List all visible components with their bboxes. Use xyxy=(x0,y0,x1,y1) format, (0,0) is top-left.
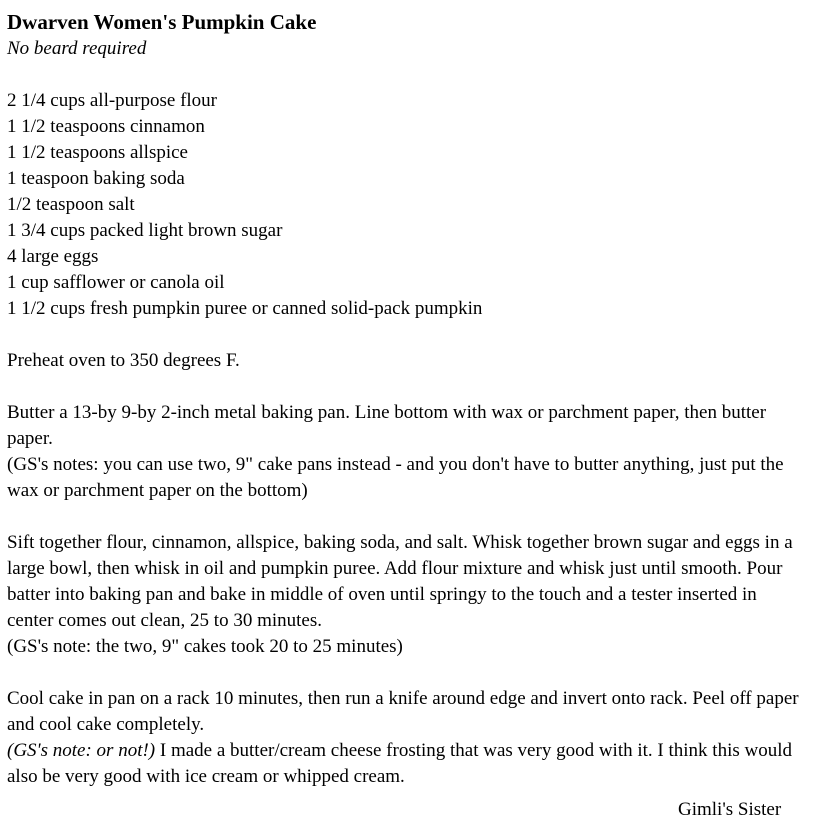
step-cool-note-italic: (GS's note: or not!) xyxy=(7,740,156,761)
step-prepare-pan-note: (GS's notes: you can use two, 9" cake pans instead - and you don't have to butter anything, just put the wax or parchment paper on the bottom) xyxy=(7,454,784,501)
ingredient-item: 1 teaspoon baking soda xyxy=(7,168,185,189)
step-cool-note-text: I made a butter/cream cheese frosting that was very good with it. I think this would also be very good with ice cream or whipped cream. xyxy=(7,740,792,787)
recipe-title: Dwarven Women's Pumpkin Cake xyxy=(7,10,317,34)
step-preheat: Preheat oven to 350 degrees F. xyxy=(7,350,240,371)
ingredient-item: 1 3/4 cups packed light brown sugar xyxy=(7,220,283,241)
ingredient-item: 4 large eggs xyxy=(7,246,99,267)
step-mix-and-bake: Sift together flour, cinnamon, allspice, baking soda, and salt. Whisk together brown sugar and eggs in a large bowl, then whisk in oil and pumpkin puree. Add flour mixture and whisk just until smooth. Pour batter into baking pan and bake in middle of oven until springy to the touch and a tester inserted in center comes out clean, 25 to 30 minutes. xyxy=(7,532,793,631)
recipe-subtitle: No beard required xyxy=(7,38,147,59)
ingredient-list xyxy=(7,88,807,322)
signature: Gimli's Sister xyxy=(678,799,782,820)
recipe-document xyxy=(7,8,807,790)
step-cool-note xyxy=(7,738,807,790)
step-prepare-pan: Butter a 13-by 9-by 2-inch metal baking pan. Line bottom with wax or parchment paper, then butter paper. xyxy=(7,402,767,449)
step-cool: Cool cake in pan on a rack 10 minutes, then run a knife around edge and invert onto rack. Peel off paper and cool cake completely. xyxy=(7,688,799,735)
ingredient-item: 1 1/2 teaspoons cinnamon xyxy=(7,116,205,137)
spacer xyxy=(7,660,807,686)
ingredient-item: 1 1/2 cups fresh pumpkin puree or canned solid-pack pumpkin xyxy=(7,298,483,319)
step-mix-and-bake-note: (GS's note: the two, 9" cakes took 20 to 25 minutes) xyxy=(7,636,403,657)
spacer xyxy=(7,322,807,348)
ingredient-item: 2 1/4 cups all-purpose flour xyxy=(7,90,218,111)
ingredient-item: 1/2 teaspoon salt xyxy=(7,194,135,215)
spacer xyxy=(7,62,807,88)
spacer xyxy=(7,374,807,400)
ingredient-item: 1 1/2 teaspoons allspice xyxy=(7,142,188,163)
spacer xyxy=(7,504,807,530)
ingredient-item: 1 cup safflower or canola oil xyxy=(7,272,225,293)
